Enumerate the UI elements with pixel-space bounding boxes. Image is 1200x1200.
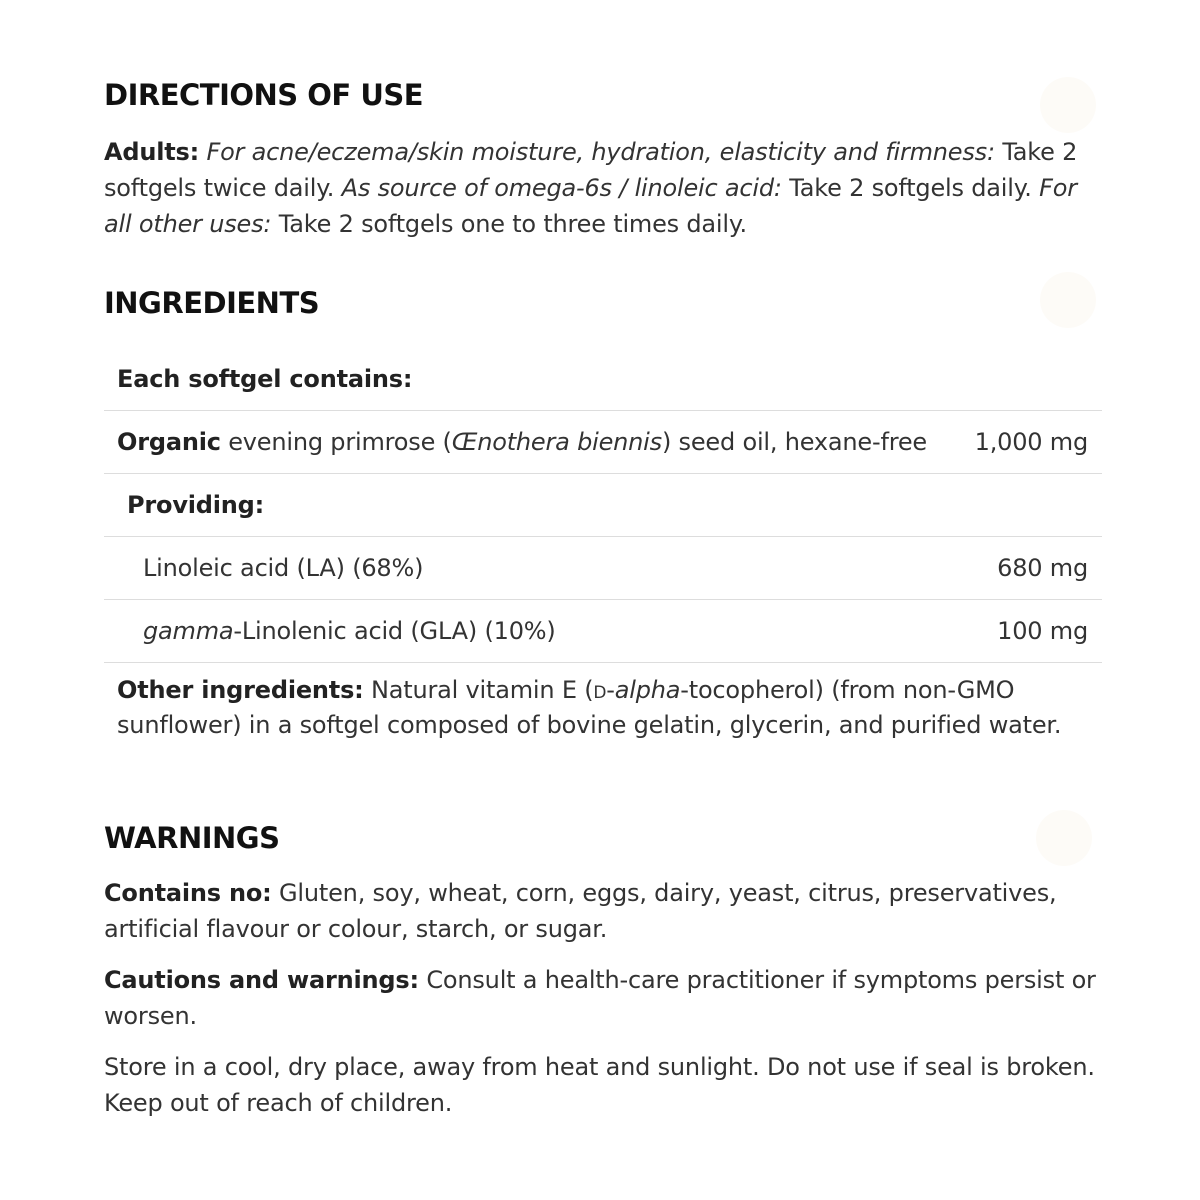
cautions-text: Cautions and warnings: Consult a health-care practitioner if symptoms persist or worsen. — [104, 966, 1096, 1030]
product-info — [104, 78, 1102, 1136]
ingredient-name: Linoleic acid (LA) (68%) — [104, 537, 968, 600]
ingredients-section — [104, 286, 1102, 743]
ingredients-heading: INGREDIENTS — [104, 286, 320, 320]
warnings-section — [104, 821, 1102, 1121]
ingredient-amount: 680 mg — [968, 537, 1102, 600]
contains-no-text: Contains no: Gluten, soy, wheat, corn, eggs, dairy, yeast, citrus, preservatives, artificial flavour or colour, starch, or sugar. — [104, 879, 1057, 943]
adults-label: Adults: — [104, 138, 200, 166]
other-ingredients: Other ingredients: Natural vitamin E (d-alpha-tocopherol) (from non-GMO sunflower) in a softgel composed of bovine gelatin, glycerin, and purified water. — [117, 676, 1062, 739]
table-row — [104, 474, 1102, 537]
table-row — [104, 411, 1102, 474]
table-row — [104, 600, 1102, 663]
providing-label: Providing: — [104, 474, 1102, 537]
ingredient-name: gamma-Linolenic acid (GLA) (10%) — [104, 600, 968, 663]
storage-text: Store in a cool, dry place, away from heat and sunlight. Do not use if seal is broken. Keep out of reach of children. — [104, 1053, 1095, 1117]
directions-heading: DIRECTIONS OF USE — [104, 78, 424, 112]
table-header-row — [104, 348, 1102, 411]
ingredient-amount: 1,000 mg — [968, 411, 1102, 474]
directions-section — [104, 78, 1102, 242]
table-header: Each softgel contains: — [117, 365, 413, 393]
ingredients-table — [104, 348, 1102, 663]
ingredient-amount: 100 mg — [968, 600, 1102, 663]
table-row — [104, 537, 1102, 600]
warnings-heading: WARNINGS — [104, 821, 280, 855]
ingredient-name: Organic evening primrose (Œnothera biennis) seed oil, hexane-free — [104, 411, 968, 474]
directions-text: Adults: For acne/eczema/skin moisture, hydration, elasticity and firmness: Take 2 softgels twice daily. As source of omega-6s / linoleic acid: Take 2 softgels daily. For all other uses: Take 2 softgels one to three times daily. — [104, 138, 1078, 238]
